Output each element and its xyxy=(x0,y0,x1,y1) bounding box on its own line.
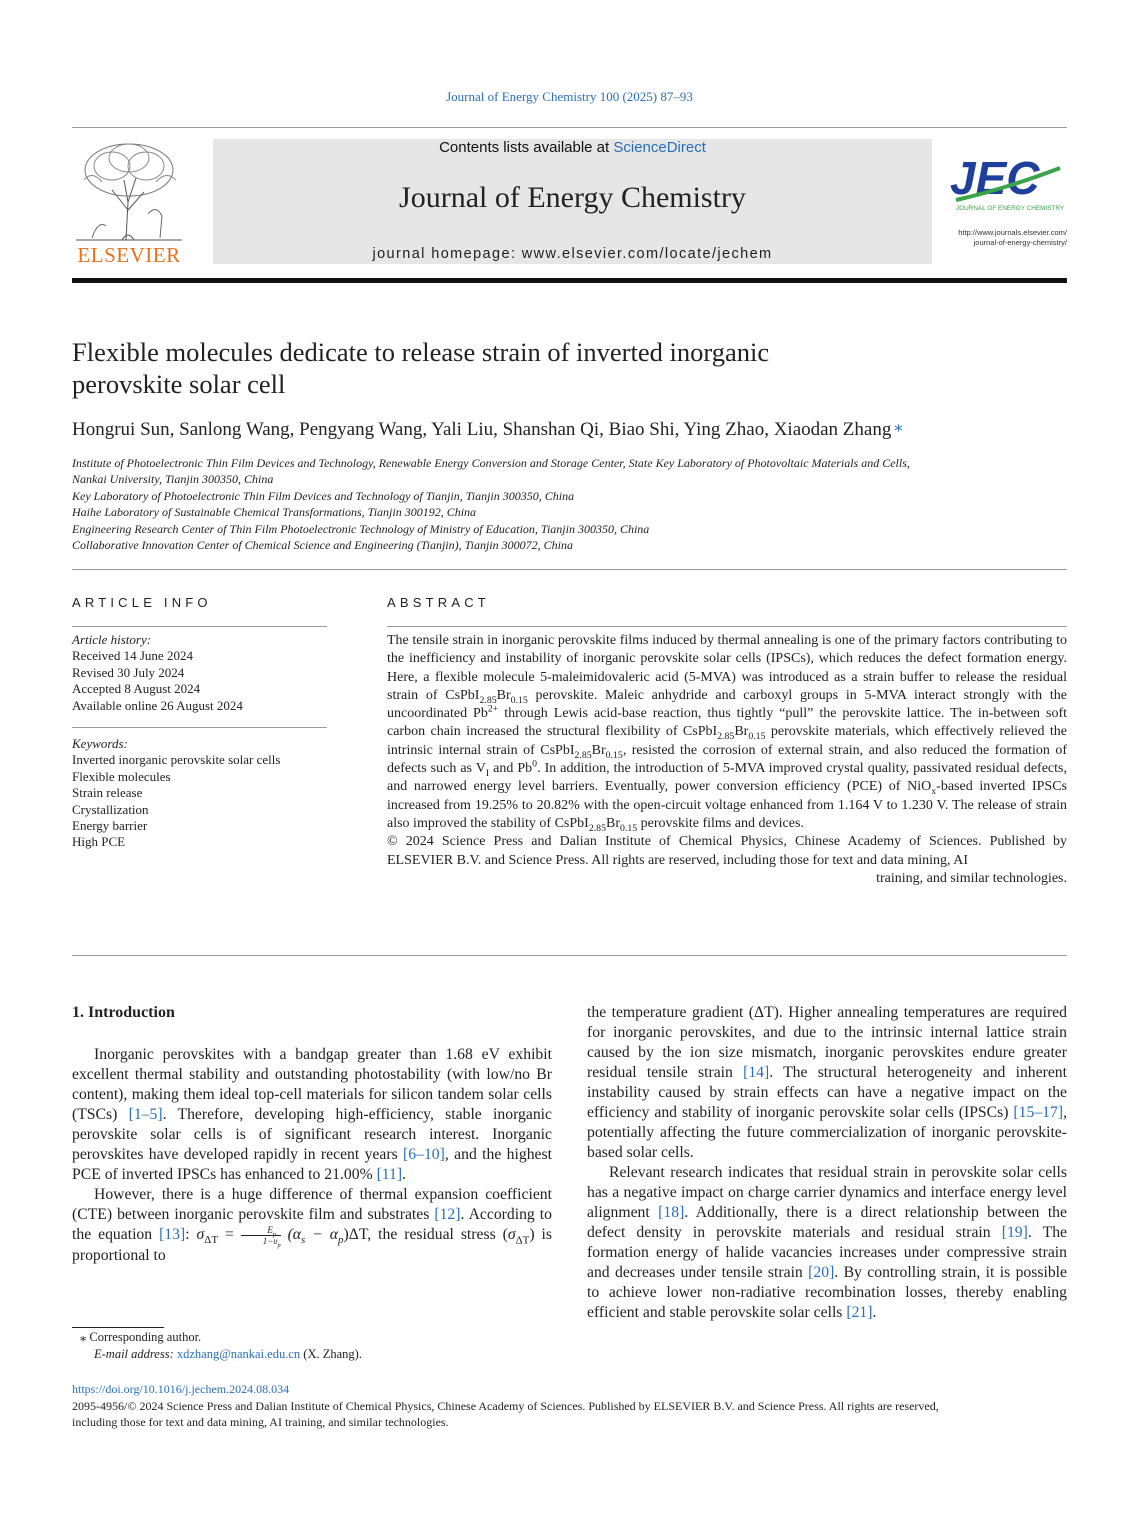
elsevier-wordmark: ELSEVIER xyxy=(77,243,181,267)
keyword: Flexible molecules xyxy=(72,768,171,784)
jec-logo xyxy=(942,150,1067,250)
title-line-1: Flexible molecules dedicate to release strain of inverted inorganic xyxy=(72,337,770,367)
footnote-corresponding: ⁎ Corresponding author. xyxy=(80,1330,202,1344)
abstract-heading: ABSTRACT xyxy=(387,595,490,610)
journal-banner xyxy=(213,139,932,264)
keywords xyxy=(72,736,327,851)
ref-link[interactable]: [1–5] xyxy=(128,1106,163,1123)
affiliation: Engineering Research Center of Thin Film Photoelectronic Technology of Ministry of Education, Tianjin 300350, China xyxy=(72,521,650,536)
keyword: Inverted inorganic perovskite solar cells xyxy=(72,752,281,768)
intro-paragraph-4: Relevant research indicates that residual strain in perovskite solar cells has a negative impact on charge carrier dynamics and interface energy level alignment [18]. Additionally, there is a direct relationship between the defect density in perovskite materials and residual strain [19]. The formation energy of halide vacancies increases under compressive strain and decreases under tensile strain [20]. By controlling strain, it is possible to achieve lower non-radiative recombination losses, thereby enabling efficient and stable perovskite solar cells [21]. xyxy=(587,1164,1067,1321)
intro-left-column xyxy=(72,1003,552,1266)
article-info-heading: ARTICLE INFO xyxy=(72,595,212,610)
abstract-text: The tensile strain in inorganic perovskite films induced by thermal annealing is one of the primary factors contributing to the inefficiency and instability of inorganic perovskite solar cells (IPSCs), which reduces the defect formation energy. Here, a flexible molecule 5-maleimidovaleric acid (5-MVA) was introduced as a strain buffer to release the residual strain of $CsPbI_{2.85}Br_{0.15}$ perovskite. Maleic anhydride and carboxyl groups in 5-MVA interact strongly with the uncoordinated $Pb^{2+}$ through Lewis acid-base reaction, thus tightly “pull” the perovskite lattice. The in-between soft carbon chain increased the structural flexibility of $CsPbI_{2.85}Br_{0.15}$ perovskite materials, which effectively relieved the intrinsic internal strain of $CsPbI_{2.85}Br_{0.15}$, resisted the corrosion of external strain, and also reduced the formation of defects such as $V_I$ and Pb$^0$. In addition, the introduction of 5-MVA improved crystal quality, passivated residual defects, and narrowed energy level barriers. Eventually, power conversion efficiency (PCE) of NiO$_x$-based inverted IPSCs increased from 19.25% to 20.82% with the open-circuit voltage enhanced from 1.164 V to 1.230 V. The release of strain also improved the stability of $CsPbI_{2.85}Br_{0.15}$ perovskite films and devices. xyxy=(387,633,1068,834)
journal-title: Journal of Energy Chemistry xyxy=(399,181,746,214)
accepted-date: Accepted 8 August 2024 xyxy=(72,681,201,697)
abstract-divider xyxy=(72,955,1067,956)
abstract-copyright: © 2024 Science Press and Dalian Institute of Chemical Physics, Chinese Academy of Sciences. Published by ELSEVIER B.V. and Science Press. All rights are reserved, including those for text and data mining, AI xyxy=(387,834,1067,868)
footnote-rule xyxy=(72,1327,164,1328)
intro-paragraph-1: Inorganic perovskites with a bandgap greater than 1.68 eV exhibit excellent thermal stability and outstanding photostability (with low/no Br content), making them ideal top-cell materials for silicon tandem solar cells (TSCs) [1–5]. Therefore, developing high-efficiency, stable inorganic perovskite solar cells is of significant research interest. Inorganic perovskites have developed rapidly in recent years [6–10], and the highest PCE of inverted IPSCs has enhanced to 21.00% [11]. xyxy=(72,1046,552,1183)
rights-line-1: 2095-4956/© 2024 Science Press and Dalian Institute of Chemical Physics, Chinese Academy of Sciences. Published by ELSEVIER B.V. and Science Press. All rights are reserved, xyxy=(72,1398,939,1413)
intro-heading: 1. Introduction xyxy=(72,1004,175,1021)
ref-link[interactable]: [13] xyxy=(159,1226,186,1244)
jec-url-line-2: journal-of-energy-chemistry/ xyxy=(973,237,1067,247)
jec-url[interactable] xyxy=(958,228,1067,247)
abstract-body xyxy=(387,632,1067,888)
ref-link[interactable]: [12] xyxy=(434,1206,461,1223)
history-label: Article history: xyxy=(72,632,152,647)
authors: Hongrui Sun, Sanlong Wang, Pengyang Wang, Yali Liu, Shanshan Qi, Biao Shi, Ying Zhao, Xiaodan Zhang xyxy=(72,419,892,440)
article-history xyxy=(72,632,327,714)
affiliation: Collaborative Innovation Center of Chemical Science and Engineering (Tianjin), Tianjin 300072, China xyxy=(72,538,573,553)
received-date: Received 14 June 2024 xyxy=(72,648,193,664)
email-link[interactable]: xdzhang@nankai.edu.cn xyxy=(176,1347,301,1361)
elsevier-tree-icon xyxy=(72,140,186,242)
header-thick-rule xyxy=(72,278,1067,283)
revised-date: Revised 30 July 2024 xyxy=(72,664,185,680)
ref-link[interactable]: [19] xyxy=(1001,1224,1028,1241)
contents-line xyxy=(213,139,932,157)
online-date: Available online 26 August 2024 xyxy=(72,697,243,713)
keywords-rule xyxy=(72,727,327,728)
stress-equation: $\sigma_{\Delta T}$ = $\frac{E_p}{1-\upsilon_p}$ $(\alpha_s - \alpha_p)\Delta T$ xyxy=(196,1225,368,1249)
keyword: High PCE xyxy=(72,834,126,850)
keyword: Strain release xyxy=(72,785,143,801)
sciencedirect-link[interactable]: ScienceDirect xyxy=(613,139,706,156)
article-info-rule xyxy=(72,626,327,627)
intro-paragraph-3: the temperature gradient (ΔT). Higher annealing temperatures are required for inorganic perovskites, and due to the intrinsic internal lattice strain caused by the ion size mismatch, inorganic perovskites endure greater residual tensile strain [14]. The structural heterogeneity and inherent instability caused by strain effects can have a negative impact on the efficiency and stability of inorganic perovskite solar cells (IPSCs) [15–17], potentially affecting the future commercialization of inorganic perovskite-based solar cells. xyxy=(587,1004,1068,1161)
affiliation: Haihe Laboratory of Sustainable Chemical Transformations, Tianjin 300192, China xyxy=(72,505,477,520)
jec-url-line-1: http://www.journals.elsevier.com/ xyxy=(958,228,1067,237)
keyword: Energy barrier xyxy=(72,818,148,834)
contents-prefix: Contents lists available at xyxy=(439,139,614,156)
ref-link[interactable]: [20] xyxy=(808,1264,835,1281)
abstract-copyright-end: training, and similar technologies. xyxy=(876,870,1067,886)
affiliation: Nankai University, Tianjin 300350, China xyxy=(72,472,274,487)
affiliation: Institute of Photoelectronic Thin Film Devices and Technology, Renewable Energy Conversion and Storage Center, State Key Laboratory of Photovoltaic Materials and Cells, xyxy=(72,456,910,470)
header-divider xyxy=(72,127,1067,128)
intro-paragraph-2: However, there is a huge difference of thermal expansion coefficient (CTE) between inorganic perovskite film and substrates [12]. According to the equation [13]: $\sigma_{\Delta T}$ = $\frac{E_p}{1-\upsilon_p}$ $(\alpha_s - \alpha_p)\Delta T$, the residual stress $(\sigma_{\Delta T})$ is proportional to xyxy=(72,1186,552,1264)
intro-right-column xyxy=(587,1003,1067,1323)
author-list xyxy=(72,416,1072,441)
ref-link[interactable]: [15–17] xyxy=(1013,1104,1064,1121)
journal-homepage[interactable]: journal homepage: www.elsevier.com/locate/jechem xyxy=(372,246,773,262)
affiliation: Key Laboratory of Photoelectronic Thin Film Devices and Technology of Tianjin, Tianjin 300350, China xyxy=(72,488,575,503)
jec-logo-icon xyxy=(942,150,1067,212)
footnote xyxy=(80,1329,550,1363)
title-line-2: perovskite solar cell xyxy=(72,369,286,399)
elsevier-logo xyxy=(72,140,186,268)
ref-link[interactable]: [6–10] xyxy=(403,1146,445,1163)
ref-link[interactable]: [18] xyxy=(658,1204,685,1221)
keywords-label: Keywords: xyxy=(72,736,128,751)
doi-link[interactable]: https://doi.org/10.1016/j.jechem.2024.08.034 xyxy=(72,1382,290,1396)
ref-link[interactable]: [14] xyxy=(743,1064,770,1081)
affiliations xyxy=(72,455,1072,553)
ref-link[interactable]: [11] xyxy=(376,1166,403,1183)
rights-line-2: including those for text and data mining, AI training, and similar technologies. xyxy=(72,1415,449,1429)
ref-link[interactable]: [21] xyxy=(846,1304,873,1321)
affiliation-divider xyxy=(72,569,1067,570)
page-footer xyxy=(72,1381,1067,1431)
keyword: Crystallization xyxy=(72,801,149,817)
journal-citation[interactable]: Journal of Energy Chemistry 100 (2025) 87–93 xyxy=(446,89,693,104)
abstract-rule xyxy=(387,626,1067,627)
jec-logo-subtitle: JOURNAL OF ENERGY CHEMISTRY xyxy=(956,205,1065,212)
article-title xyxy=(72,336,972,400)
footnote-email: E-mail address: xdzhang@nankai.edu.cn (X. Zhang). xyxy=(94,1347,362,1361)
corresponding-author-mark[interactable]: ⁎ xyxy=(894,418,903,435)
jec-logo-letters: JEC xyxy=(950,152,1040,204)
